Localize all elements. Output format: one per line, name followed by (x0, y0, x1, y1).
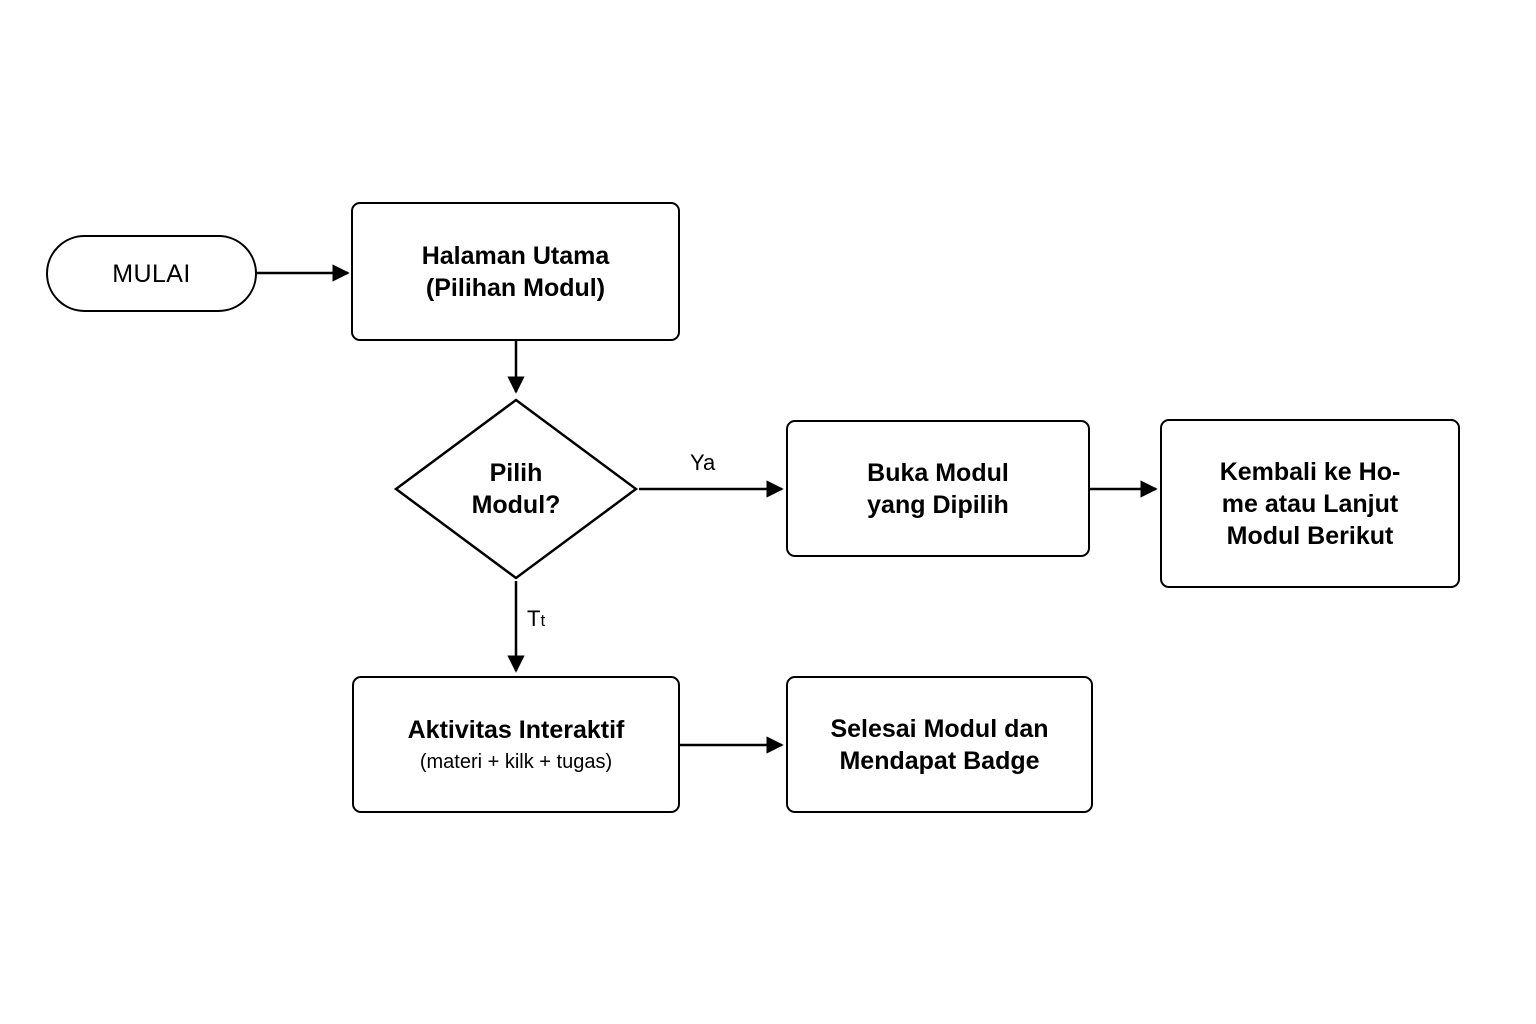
node-activity (352, 676, 680, 813)
edge-label-no-text: T (527, 606, 541, 631)
node-badge-label-line1: Selesai Modul dan (830, 714, 1049, 743)
node-decision (393, 397, 639, 581)
edge-label-no (527, 606, 545, 632)
node-back-home-label-line1: Kembali ke Ho- (1219, 457, 1401, 486)
node-start (46, 235, 257, 312)
node-badge (786, 676, 1093, 813)
node-home-label-line1: Halaman Utama (421, 241, 610, 270)
node-start-label: MULAI (112, 259, 191, 288)
node-back-home-label-line2: me atau Lanjut (1221, 489, 1399, 518)
node-open-module-label-line2: yang Dipilih (867, 490, 1009, 519)
node-open-module-label-line1: Buka Modul (867, 458, 1009, 487)
node-decision-label-line2: Modul? (471, 491, 561, 519)
node-home (351, 202, 680, 341)
node-badge-label-line2: Mendapat Badge (839, 746, 1040, 775)
node-decision-text (393, 397, 639, 581)
edge-label-yes (690, 450, 715, 476)
node-activity-sublabel: (materi + kilk + tugas) (419, 750, 613, 773)
node-decision-label-line1: Pilih (489, 459, 543, 487)
node-home-label-line2: (Pilihan Modul) (425, 273, 606, 302)
node-back-home-label-line3: Modul Berikut (1226, 521, 1394, 550)
edge-label-yes-text: Ya (690, 450, 716, 475)
node-open-module (786, 420, 1090, 557)
node-back-home (1160, 419, 1460, 588)
edge-label-no-subtext: t (540, 611, 546, 630)
node-activity-label: Aktivitas Interaktif (407, 715, 625, 744)
